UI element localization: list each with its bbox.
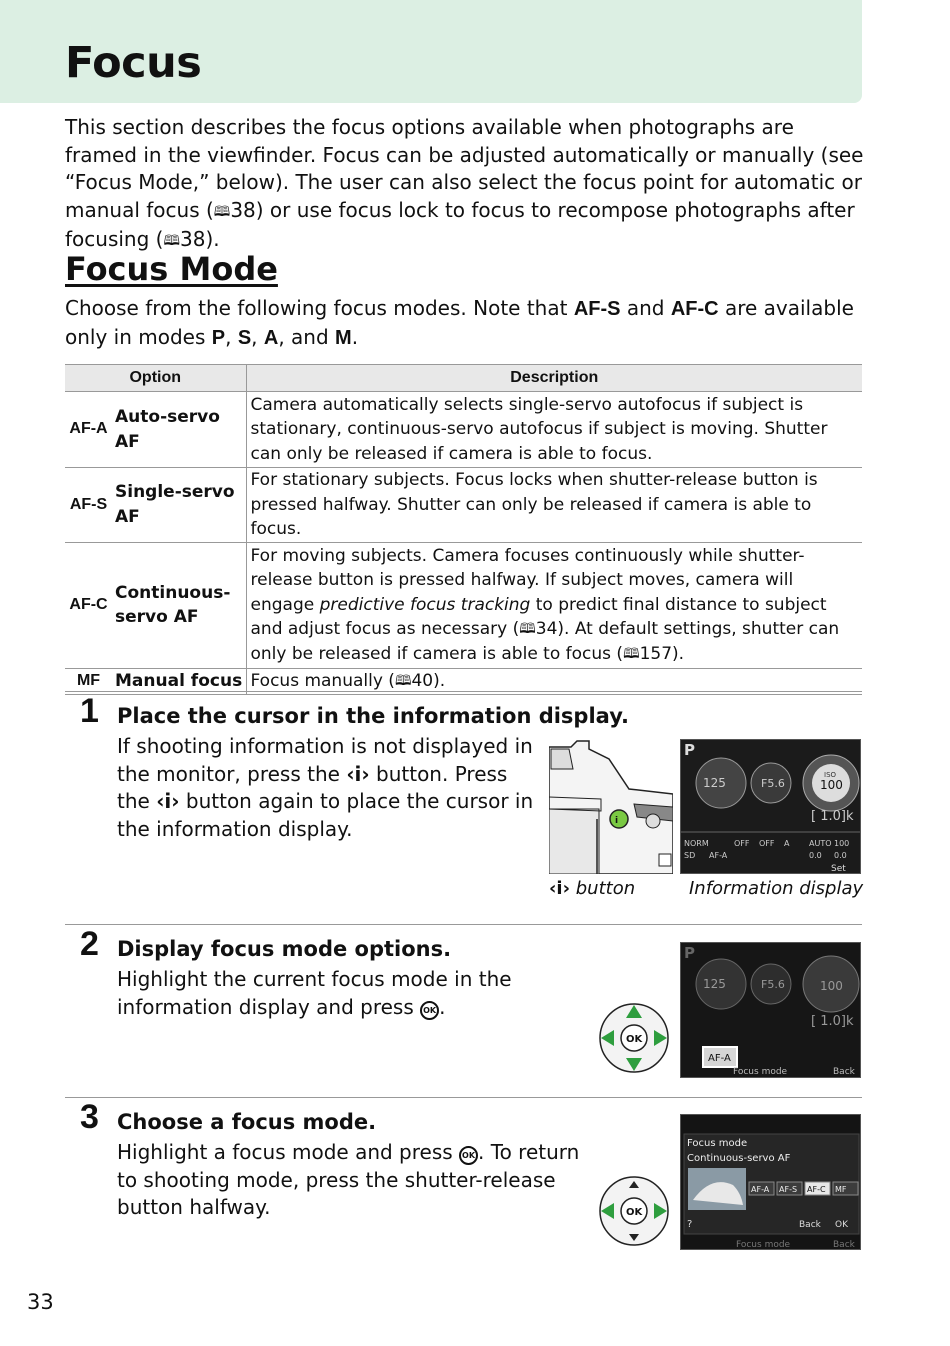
desc-text: Focus manually ( xyxy=(250,670,395,691)
page-ref: 38 xyxy=(230,197,256,222)
focus-option-label: AF-C xyxy=(807,1185,826,1194)
book-icon: 🕮 xyxy=(163,233,180,249)
header-description: Description xyxy=(246,365,862,392)
step-number: 2 xyxy=(80,925,99,963)
note-text: are available only in modes xyxy=(65,296,854,349)
step-text: Highlight a focus mode and press xyxy=(117,1140,460,1164)
section-title: Focus Mode xyxy=(65,250,278,288)
step-title: Choose a focus mode. xyxy=(117,1110,377,1134)
table-row xyxy=(65,542,862,668)
note-text: , and xyxy=(278,324,336,349)
frame-count: [ 1.0]k xyxy=(811,1014,854,1029)
setting-value: A xyxy=(784,839,790,848)
intro-text: ). xyxy=(205,227,220,251)
menu-value: Continuous-servo AF xyxy=(687,1153,791,1164)
note-text: Choose from the following focus modes. Note that xyxy=(65,296,574,320)
exposure-mode: P xyxy=(684,944,695,962)
page-ref: 157 xyxy=(639,643,673,664)
focus-mode-hint: Focus mode xyxy=(733,1067,788,1077)
page-number: 33 xyxy=(27,1290,54,1314)
mode-code: AF-A xyxy=(65,392,112,468)
button-caption xyxy=(549,878,635,899)
intro-text: This section describes the focus options available when photographs are framed in the viewfinder. Focus can be adjusted automatically or manually (see “Focus Mode,” below). The user can also select the focus point for automatic or manual focus ( xyxy=(65,115,864,222)
focus-mode-table xyxy=(65,364,862,695)
set-hint: Set xyxy=(831,864,846,874)
aperture: F5.6 xyxy=(761,978,785,991)
iso-label: ISO xyxy=(824,771,837,779)
info-display-screenshot xyxy=(680,739,861,874)
page-ref: 40 xyxy=(411,670,434,691)
note-text: , xyxy=(251,324,264,349)
svg-text:?: ? xyxy=(687,1219,693,1230)
exposure-mode: P xyxy=(684,741,695,759)
desc-text: ). xyxy=(672,643,685,664)
back-hint-bottom: Back xyxy=(833,1240,855,1250)
step-text: If shooting information is not displayed in the monitor, press the xyxy=(117,734,533,786)
focus-option-label: AF-A xyxy=(751,1185,770,1194)
mode-description: For stationary subjects. Focus locks when shutter-release button is pressed halfway. Shutter can only be released if camera is able to focus. xyxy=(246,468,862,543)
shutter-speed: 125 xyxy=(703,977,726,991)
mode-code: AF-C xyxy=(670,298,719,320)
step-number: 1 xyxy=(80,692,99,730)
setting-value: 0.0 xyxy=(834,851,847,860)
back-hint: Back xyxy=(833,1067,855,1077)
book-icon: 🕮 xyxy=(519,621,536,638)
svg-text:i: i xyxy=(615,816,619,826)
ok-label: OK xyxy=(626,1207,643,1218)
camera-back-illustration xyxy=(549,739,673,874)
focus-mode-menu-screenshot xyxy=(680,1114,861,1250)
menu-title: Focus mode xyxy=(687,1138,748,1149)
desc-text: ). At default settings, shutter can only be released if camera is able to focus ( xyxy=(250,619,840,664)
display-caption: Information display xyxy=(689,878,864,899)
table-header-row xyxy=(65,365,862,392)
mode-name: Single-servo AF xyxy=(112,468,246,543)
header-option: Option xyxy=(65,365,246,392)
info-display-graphic xyxy=(681,740,861,874)
mode-description xyxy=(246,542,862,668)
intro-text: ) or use focus lock to focus to recompose photographs after focusing ( xyxy=(65,197,855,251)
book-icon: 🕮 xyxy=(623,645,640,662)
ok-button-icon: OK xyxy=(459,1146,478,1165)
mode-description: Camera automatically selects single-servo autofocus if subject is stationary, continuous-servo autofocus if subject is moving. Shutter can only be released if camera is able to focus. xyxy=(246,392,862,468)
step-divider xyxy=(65,691,862,692)
step-text: . xyxy=(439,994,446,1019)
focus-option-label: MF xyxy=(835,1185,847,1194)
setting-value: SD xyxy=(684,851,696,860)
step-number: 3 xyxy=(80,1098,99,1136)
step-text: button again to place the cursor in the information display. xyxy=(117,789,534,841)
note-text: , xyxy=(225,324,238,349)
book-icon: 🕮 xyxy=(213,203,231,220)
desc-text: to predict final distance to subject and adjust focus as necessary ( xyxy=(250,594,827,640)
setting-value: OFF xyxy=(734,839,750,848)
mode-name: Manual focus xyxy=(112,668,246,694)
aperture: F5.6 xyxy=(761,777,785,790)
step-text: button. Press the xyxy=(117,761,508,813)
mode-code: AF-C xyxy=(65,542,112,668)
focus-option-label: AF-S xyxy=(779,1185,798,1194)
info-display-cursor-screenshot xyxy=(680,942,861,1078)
step-title: Place the cursor in the information display. xyxy=(117,704,629,728)
ok-label: OK xyxy=(626,1034,643,1045)
step-body xyxy=(117,1139,587,1222)
multi-selector-illustration xyxy=(598,1175,670,1247)
intro-paragraph xyxy=(65,114,865,256)
info-button-icon: ‹i› xyxy=(156,789,180,813)
step-divider xyxy=(65,924,862,925)
desc-text: ). xyxy=(433,670,446,691)
page-ref: 38 xyxy=(179,227,206,251)
mode-code: M xyxy=(335,326,352,349)
ok-button-icon: OK xyxy=(420,1001,439,1020)
step-title: Display focus mode options. xyxy=(117,937,452,961)
desc-text: For moving subjects. Camera focuses continuously while shutter-release button is pressed halfway. If subject moves, camera will engage xyxy=(250,545,805,615)
table-row xyxy=(65,392,862,468)
mode-code: MF xyxy=(65,668,112,694)
page-ref: 34 xyxy=(535,619,558,640)
af-a-highlight: AF-A xyxy=(708,1053,731,1064)
mode-code: S xyxy=(237,326,252,349)
desc-emphasis: predictive focus tracking xyxy=(319,594,531,615)
shutter-speed: 125 xyxy=(703,776,726,790)
info-display-cursor-graphic xyxy=(681,943,861,1078)
setting-value: OFF xyxy=(759,839,775,848)
page-title: Focus xyxy=(65,38,202,88)
mode-code: P xyxy=(211,326,226,349)
book-icon: 🕮 xyxy=(394,672,412,689)
focus-mode-note xyxy=(65,295,865,352)
step-divider xyxy=(65,1097,862,1098)
mode-name: Auto-servo AF xyxy=(112,392,246,468)
note-text: and xyxy=(620,296,671,320)
note-text: . xyxy=(351,324,359,349)
back-hint: Back xyxy=(799,1220,821,1230)
setting-value: 100 xyxy=(834,839,850,848)
focus-mode-hint: Focus mode xyxy=(736,1240,791,1250)
mode-name: Continuous-servo AF xyxy=(112,542,246,668)
mode-code: A xyxy=(263,326,279,349)
setting-value: 0.0 xyxy=(809,851,822,860)
iso-value: 100 xyxy=(820,979,843,993)
step-body xyxy=(117,966,537,1021)
focus-mode-menu-graphic xyxy=(681,1115,861,1250)
setting-value: AF-A xyxy=(709,851,728,860)
setting-value: NORM xyxy=(684,839,709,848)
step-body xyxy=(117,733,537,843)
ok-hint: OK xyxy=(835,1220,848,1230)
step-text: Highlight the current focus mode in the information display and press xyxy=(117,967,512,1019)
mode-code: AF-S xyxy=(65,468,112,543)
iso-value: 100 xyxy=(820,778,843,792)
setting-value: AUTO xyxy=(809,839,832,848)
frame-count: [ 1.0]k xyxy=(811,809,854,824)
caption-text: button xyxy=(575,878,636,899)
mode-code: AF-S xyxy=(573,298,621,320)
info-button-icon: ‹i› xyxy=(549,878,571,899)
multi-selector-illustration xyxy=(598,1002,670,1074)
step-text: . To return to shooting mode, press the shutter-release button halfway. xyxy=(117,1140,580,1219)
table-row xyxy=(65,468,862,543)
info-button-icon: ‹i› xyxy=(346,761,370,786)
